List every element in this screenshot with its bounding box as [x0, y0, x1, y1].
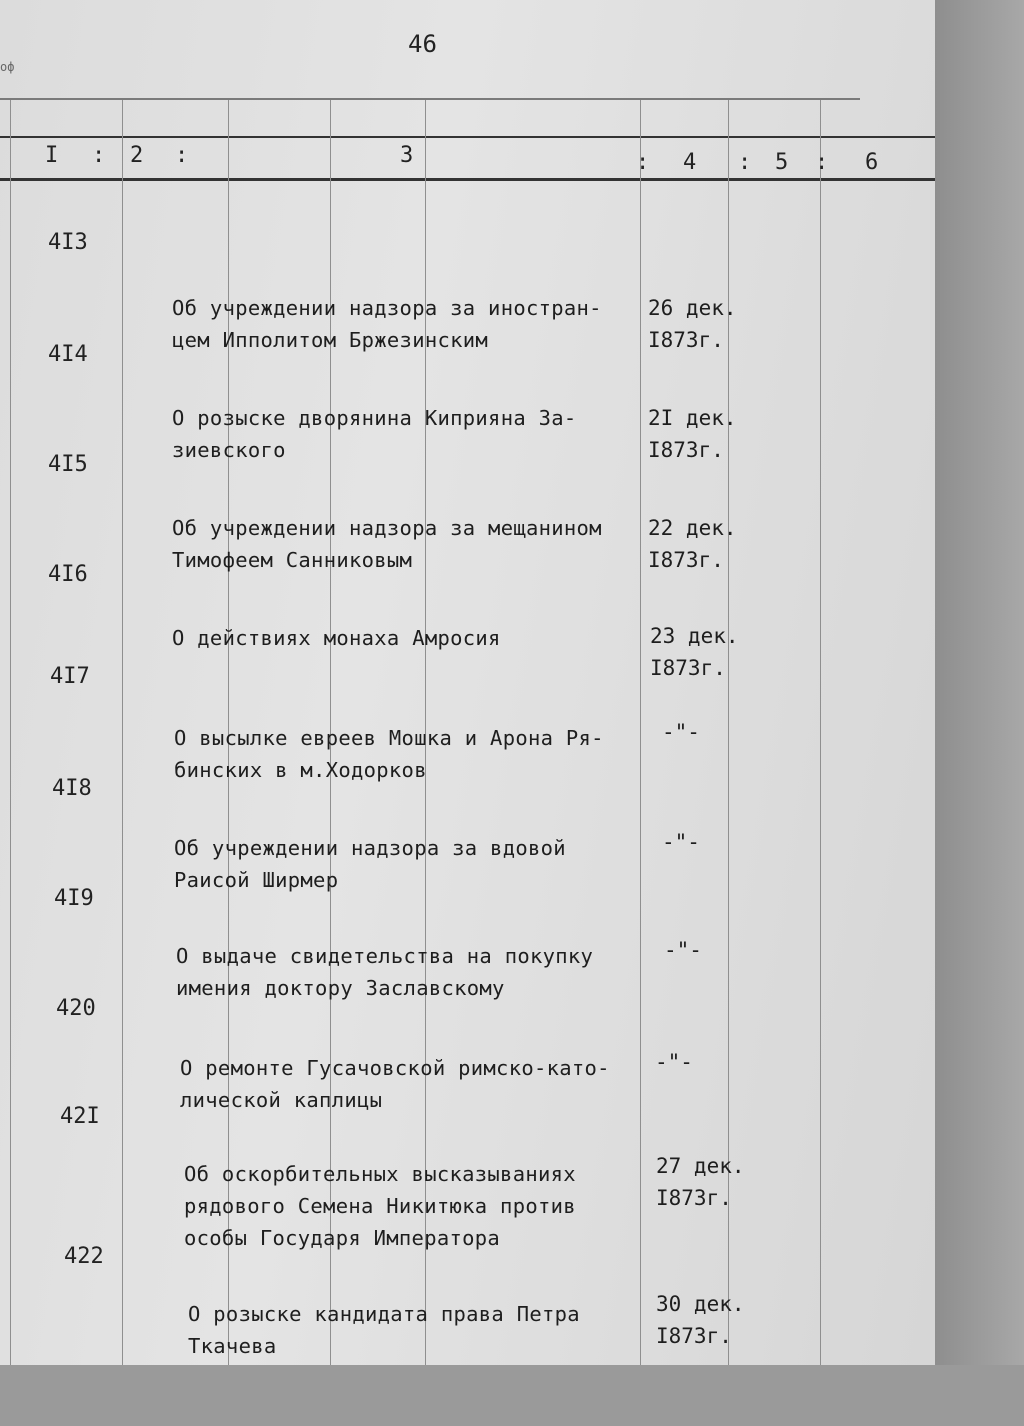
column-header-4: 4 — [683, 150, 697, 175]
row-title: О высылке евреев Мошка и Арона Ря- бинских в м.Ходорков — [174, 726, 604, 782]
row-date: 26 дек. I873г. — [648, 296, 737, 352]
column-header-sep: : — [636, 150, 650, 175]
row-title: Об учреждении надзора за мещанином Тимофеем Санниковым — [172, 516, 602, 572]
column-header-3: 3 — [400, 143, 414, 168]
page-edge-shadow — [935, 0, 1024, 1365]
row-number: 4I8 — [52, 776, 92, 801]
row-date: -"- — [664, 938, 702, 962]
row-date: 27 дек. I873г. — [656, 1154, 745, 1210]
column-divider — [640, 100, 641, 1365]
row-title: О действиях монаха Амросия — [172, 626, 501, 650]
row-title: О розыске кандидата права Петра Ткачева — [188, 1302, 580, 1358]
header-rule-bottom — [0, 178, 935, 181]
column-header-sep: : — [92, 143, 106, 168]
row-number: 4I3 — [48, 230, 88, 255]
column-header-sep: : — [738, 150, 752, 175]
row-number: 4I4 — [48, 342, 88, 367]
row-date: -"- — [655, 1050, 693, 1074]
row-number: 422 — [64, 1244, 104, 1269]
row-date: -"- — [662, 720, 700, 744]
row-title: О выдаче свидетельства на покупку имения доктору Заславскому — [176, 944, 594, 1000]
row-number: 4I5 — [48, 452, 88, 477]
top-rule — [0, 98, 860, 100]
column-header-2: 2 — [130, 143, 144, 168]
column-divider — [122, 100, 123, 1365]
row-number: 4I9 — [54, 886, 94, 911]
row-date: 2I дек. I873г. — [648, 406, 737, 462]
column-header-5: 5 — [775, 150, 789, 175]
column-header-sep: : — [175, 143, 189, 168]
row-date: 23 дек. I873г. — [650, 624, 739, 680]
column-divider — [820, 100, 821, 1365]
column-divider — [10, 100, 11, 1365]
row-number: 42I — [60, 1104, 100, 1129]
row-date: -"- — [662, 830, 700, 854]
row-title: Об оскорбительных высказываниях рядового Семена Никитюка против особы Государя Императора — [184, 1162, 576, 1250]
row-title: Об учреждении надзора за иностран- цем Ипполитом Бржезинским — [172, 296, 602, 352]
row-title: О ремонте Гусачовской римско-като- лической каплицы — [180, 1056, 610, 1112]
row-number: 4I6 — [48, 562, 88, 587]
column-header-6: 6 — [865, 150, 879, 175]
column-header-sep: : — [815, 150, 829, 175]
row-number: 420 — [56, 996, 96, 1021]
page-number: 46 — [408, 30, 437, 58]
corner-mark: оф — [0, 60, 15, 74]
row-title: Об учреждении надзора за вдовой Раисой Ширмер — [174, 836, 566, 892]
row-date: 22 дек. I873г. — [648, 516, 737, 572]
column-header-1: I — [45, 143, 59, 168]
row-date: 30 дек. I873г. — [656, 1292, 745, 1348]
header-rule-top — [0, 136, 935, 138]
row-number: 4I7 — [50, 664, 90, 689]
row-title: О розыске дворянина Киприяна За- зиевского — [172, 406, 577, 462]
